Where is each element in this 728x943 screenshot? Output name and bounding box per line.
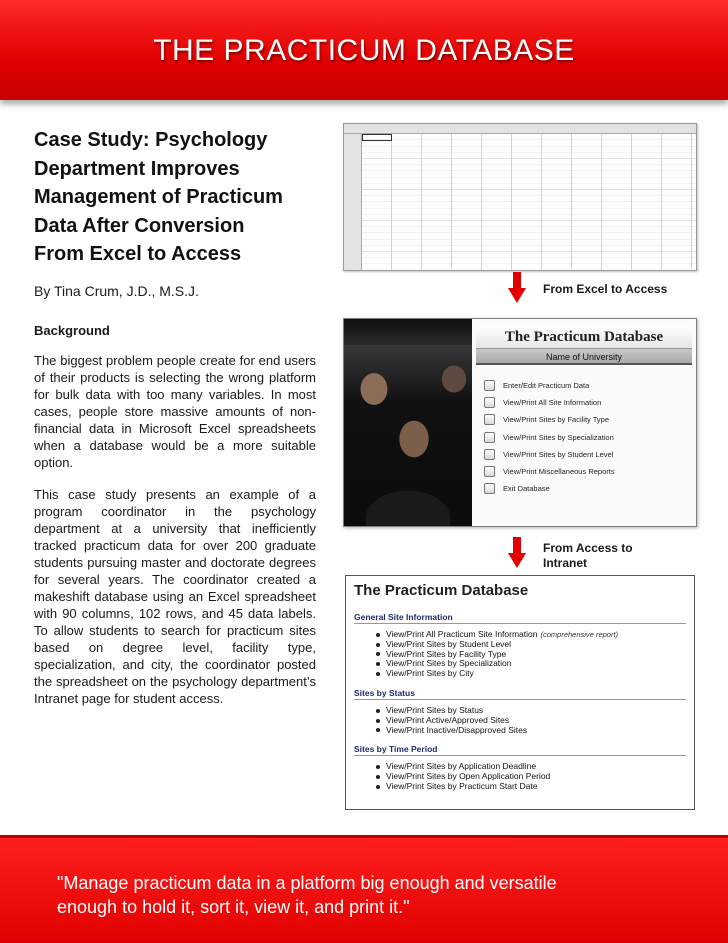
intranet-link: View/Print Sites by Student Level [386,638,512,649]
intranet-section-heading: Sites by Time Period [354,744,686,756]
option-button-icon [484,483,495,494]
down-arrow-icon [508,272,526,304]
bullet-icon [376,672,380,676]
bullet-icon [376,709,380,713]
switchboard-option [484,411,615,428]
intranet-link: View/Print Sites by Status [386,704,484,715]
byline: By Tina Crum, J.D., M.S.J. [34,282,199,299]
down-arrow-icon [508,537,526,569]
switchboard-option [484,463,615,480]
spreadsheet-selected-cell [362,134,392,141]
switchboard-option-label: Enter/Edit Practicum Data [503,381,590,391]
bullet-icon [376,652,380,656]
intranet-page-image [345,575,695,810]
pull-quote [57,871,697,919]
footer-banner [0,835,728,943]
switchboard-option [484,480,615,497]
switchboard-option-label: View/Print Miscellaneous Reports [503,467,615,477]
bullet-icon [376,719,380,723]
option-button-icon [484,432,495,443]
case-study-title-line: Department Improves [34,157,240,180]
bullet-icon [376,728,380,732]
case-study-title-line: Management of Practicum [34,186,283,208]
intranet-link: View/Print Sites by Application Deadline [386,761,537,772]
switchboard-option [484,429,615,446]
switchboard-option [484,377,615,394]
switchboard-option [484,394,615,411]
switchboard-options [484,377,615,497]
access-switchboard-image [343,318,697,527]
case-study-title-line: Data After Conversion [34,214,245,237]
intranet-link-list [376,762,686,791]
excel-spreadsheet-image [343,123,697,271]
switchboard-option-label: View/Print All Site Information [503,398,602,408]
option-button-icon [484,397,495,408]
intranet-link: View/Print Sites by Open Application Period [386,771,551,782]
case-study-title-line: Case Study: Psychology [34,129,268,151]
switchboard-option-label: Exit Database [503,484,550,494]
pull-quote-line: "Manage practicum data in a platform big enough and versatile [57,873,557,893]
switchboard-option-label: View/Print Sites by Student Level [503,449,614,459]
intranet-link: View/Print Sites by Specialization [386,658,512,669]
bullet-icon [376,785,380,789]
switchboard-panel [472,319,696,526]
intranet-link: View/Print All Practicum Site Information [386,629,538,639]
option-button-icon [484,380,495,391]
pull-quote-line: enough to hold it, sort it, view it, and print it." [57,897,410,917]
intranet-link-list [376,706,686,735]
switchboard-subtitle: Name of University [476,349,692,365]
intranet-link: View/Print Sites by Facility Type [386,648,507,659]
spreadsheet-column-headers [344,124,696,134]
switchboard-option-label: View/Print Sites by Specialization [503,432,614,442]
bullet-icon [376,662,380,666]
paragraph: This case study presents an example of a program coordinator in the psychology department at a university that inefficiently tracked practicum data for over 200 graduate students pursuing master and doctorate degrees for several years. The coordinator created a makeshift database using an Excel spreadsheet with 90 columns, 102 rows, and 45 data labels. To allow students to search for practicum sites based on degree level, facility type, specialization, and city, the coordinator posted the spreadsheet on the psychology department’s Intranet page for student access. [34,486,316,706]
intranet-link-list [376,630,686,679]
case-study-title-line: From Excel to Access [34,243,242,265]
graduates-photo [344,319,472,526]
intranet-section-heading: General Site Information [354,612,686,624]
option-button-icon [484,449,495,460]
page-title: THE PRACTICUM DATABASE [153,34,575,67]
intranet-link-item [376,782,686,792]
paragraph: The biggest problem people create for end users of their products is selecting the wrong platform for bulk data with too many variables. In most cases, people store massive amounts of non-financial data in Microsoft Excel spreadsheets when a database would be a more suitable option. [34,352,316,470]
intranet-link: View/Print Sites by City [386,668,474,679]
intranet-section-heading: Sites by Status [354,688,686,700]
switchboard-option-label: View/Print Sites by Facility Type [503,415,610,425]
bullet-icon [376,643,380,647]
intranet-link: View/Print Active/Approved Sites [386,714,510,725]
intranet-link-item [376,726,686,736]
case-study-title [34,126,316,269]
intranet-link-item [376,669,686,679]
intranet-link: View/Print Sites by Practicum Start Date [386,780,538,791]
switchboard-option [484,446,615,463]
spreadsheet-grid [362,134,696,270]
transition-label-access-to-intranet: From Access to Intranet [543,541,633,570]
bullet-icon [376,775,380,779]
graduation-caps-shape [344,319,472,345]
intranet-link-note: (comprehensive report) [540,630,619,639]
option-button-icon [484,466,495,477]
bullet-icon [376,765,380,769]
option-button-icon [484,414,495,425]
intranet-link: View/Print Inactive/Disapproved Sites [386,724,528,735]
switchboard-title: The Practicum Database [476,325,692,349]
bullet-icon [376,633,380,637]
intranet-title: The Practicum Database [354,582,529,599]
header-banner [0,0,728,100]
spreadsheet-row-headers [344,134,362,270]
article-column [34,126,316,707]
section-heading: Background [34,322,110,338]
transition-label-excel-to-access: From Excel to Access [543,282,668,296]
